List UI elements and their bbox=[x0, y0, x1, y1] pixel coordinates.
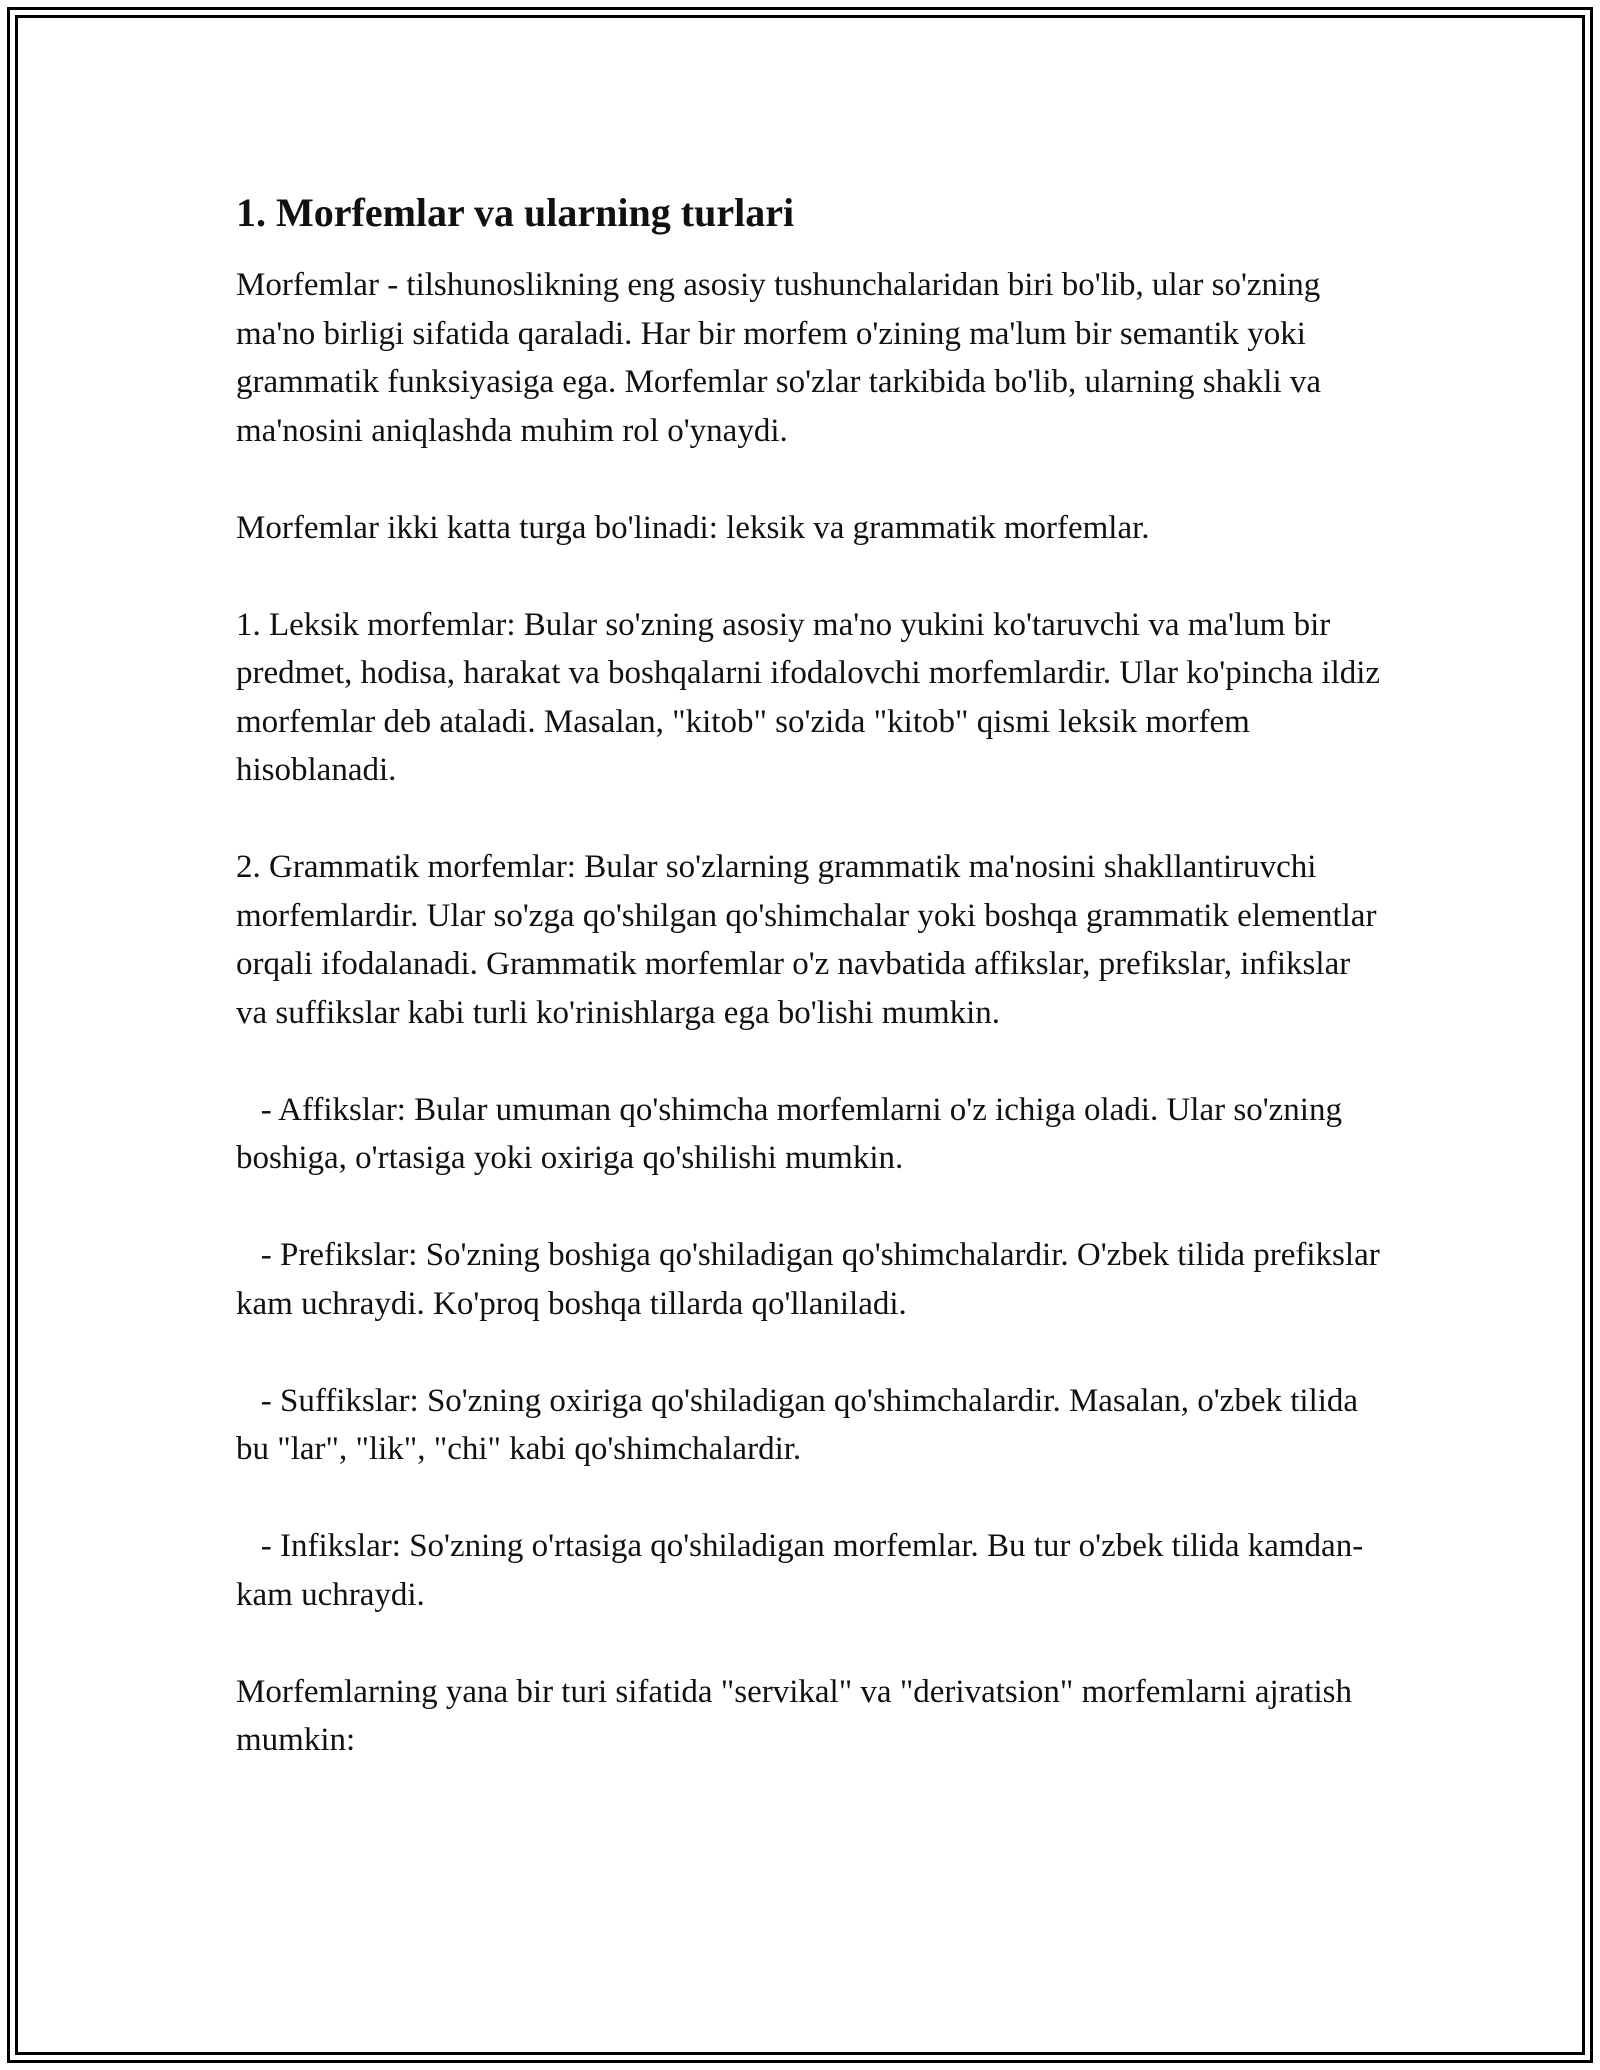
paragraph-suffixes: - Suffikslar: So'zning oxiriga qo'shiladigan qo'shimchalardir. Masalan, o'zbek tilida bu "lar", "lik", "chi" kabi qo'shimchalardir. bbox=[236, 1382, 1367, 1467]
paragraph-affixes: - Affikslar: Bular umuman qo'shimcha morfemlarni o'z ichiga oladi. Ular so'zning boshiga, o'rtasiga yoki oxiriga qo'shilishi mumkin. bbox=[236, 1091, 1351, 1176]
paragraph-prefixes: - Prefikslar: So'zning boshiga qo'shiladigan qo'shimchalardir. O'zbek tilida prefikslar kam uchraydi. Ko'proq boshqa tillarda qo'llaniladi. bbox=[236, 1237, 1388, 1322]
paragraph-intro: Morfemlar - tilshunoslikning eng asosiy tushunchalaridan biri bo'lib, ular so'zning ma'no birligi sifatida qaraladi. Har bir morfem o'zining ma'lum bir semantik yoki grammatik funksiyasiga ega. Morfemlar so'zlar tarkibida bo'lib, ularning shakli va ma'nosini aniqlashda muhim rol o'ynaydi. bbox=[236, 267, 1330, 449]
paragraph-lexical-morphemes: 1. Leksik morfemlar: Bular so'zning asosiy ma'no yukini ko'taruvchi va ma'lum bir predmet, hodisa, harakat va boshqalarni ifodalovchi morfemlardir. Ular ko'pincha ildiz morfemlar deb ataladi. Masalan, "kitob" so'zida "kitob" qismi leksik morfem hisoblanadi. bbox=[236, 606, 1389, 788]
paragraph-types: Morfemlar ikki katta turga bo'linadi: leksik va grammatik morfemlar. bbox=[236, 509, 1150, 546]
paragraph-other-types: Morfemlarning yana bir turi sifatida "servikal" va "derivatsion" morfemlarni ajratish mumkin: bbox=[236, 1673, 1361, 1758]
document-body bbox=[236, 185, 1389, 1765]
section-title: 1. Morfemlar va ularning turlari bbox=[236, 190, 795, 235]
paragraph-grammatical-morphemes: 2. Grammatik morfemlar: Bular so'zlarning grammatik ma'nosini shakllantiruvchi morfemlardir. Ular so'zga qo'shilgan qo'shimchalar yoki boshqa grammatik elementlar orqali ifodalanadi. Grammatik morfemlar o'z navbatida affikslar, prefikslar, infikslar va suffikslar kabi turli ko'rinishlarga ega bo'lishi mumkin. bbox=[236, 849, 1385, 1031]
paragraph-infixes: - Infikslar: So'zning o'rtasiga qo'shiladigan morfemlar. Bu tur o'zbek tilida kamdan-kam uchraydi. bbox=[236, 1528, 1364, 1613]
